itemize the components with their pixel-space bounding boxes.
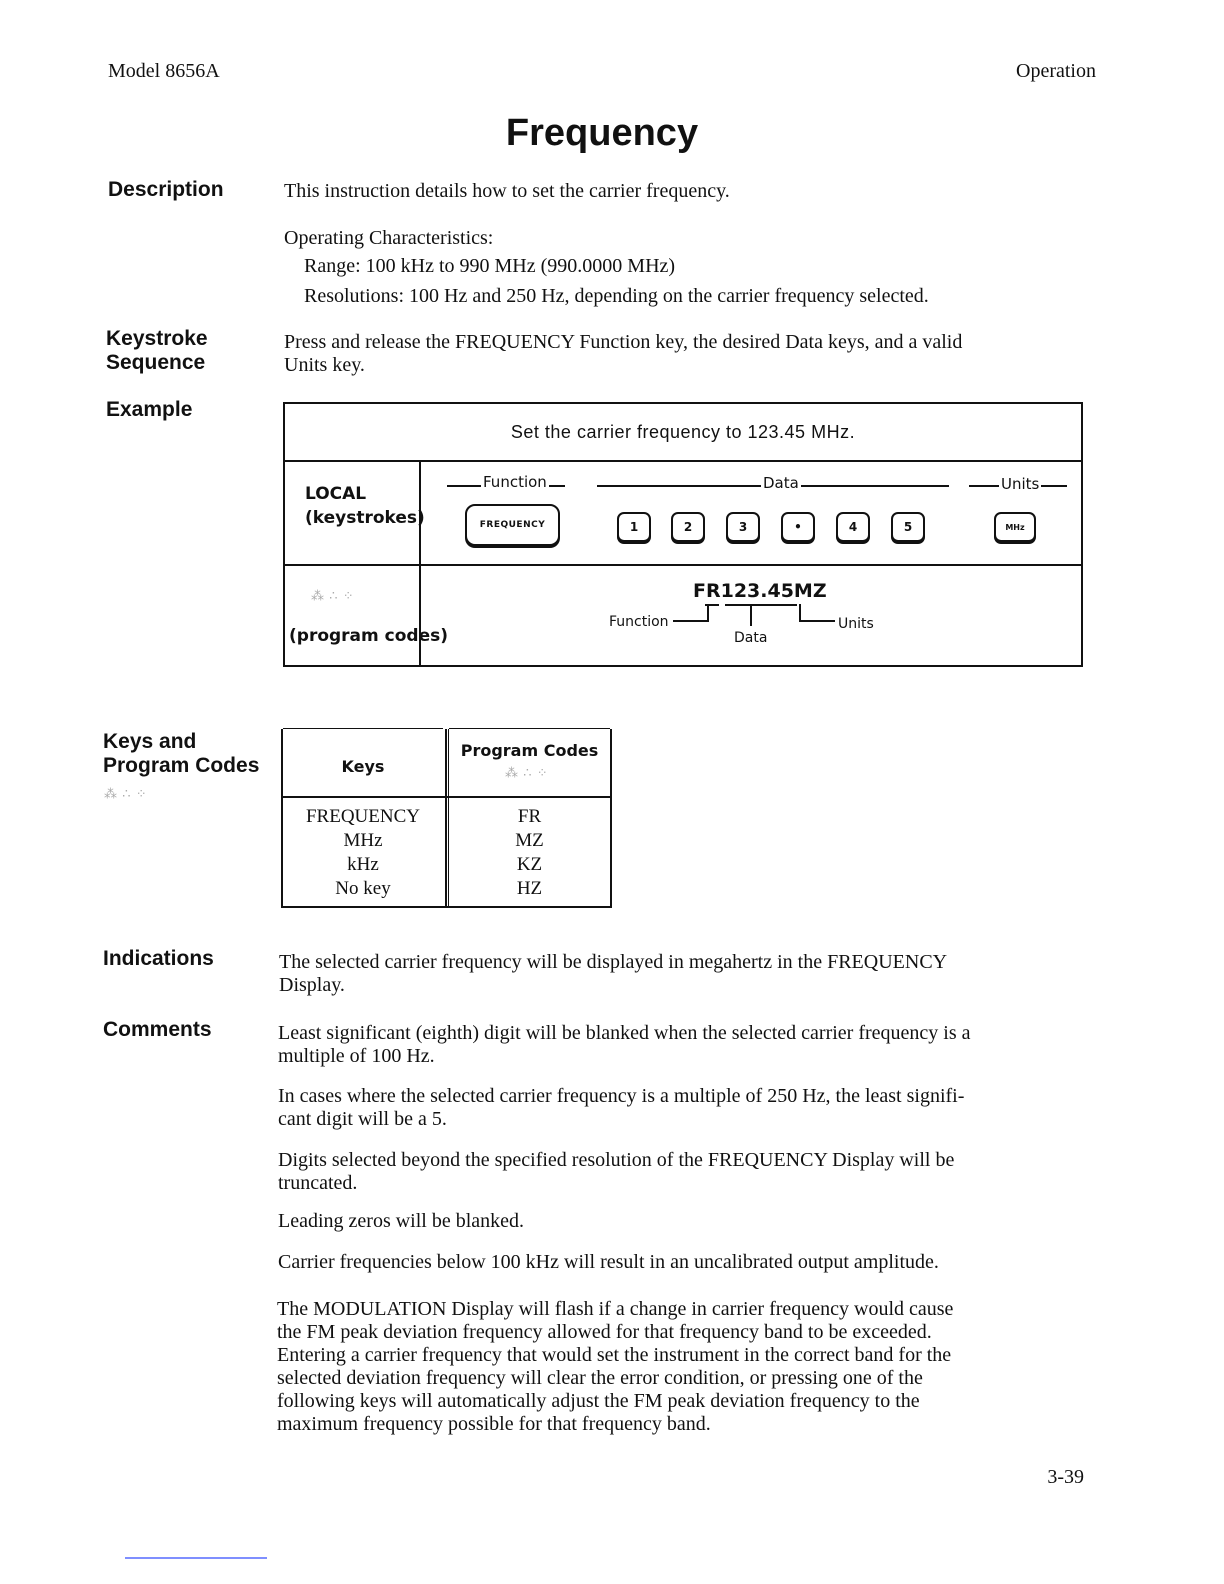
comment-paragraph-2 (278, 1085, 1100, 1131)
comment-paragraph-5: Carrier frequencies below 100 kHz will result in an uncalibrated output amplitude. (278, 1251, 939, 1273)
table-row-code: KZ (516, 854, 543, 875)
data-key-4[interactable]: 4 (836, 512, 870, 542)
comment-6-line: selected deviation frequency will clear the error condition, or pressing one of the (277, 1367, 923, 1389)
function-connector-vertical (707, 604, 709, 622)
keys-column-header: Keys (341, 757, 385, 776)
comment-3-line2: truncated. (278, 1172, 358, 1194)
function-tick (705, 604, 719, 606)
comment-2-line2: cant digit will be a 5. (278, 1108, 447, 1130)
units-bracket-label: Units (1001, 475, 1040, 493)
example-label: Example (106, 398, 193, 421)
program-code-string: FR123.45MZ (693, 580, 827, 602)
section-header: Operation (1016, 60, 1096, 82)
code-data-label: Data (734, 630, 768, 646)
data-key-3[interactable]: 3 (726, 512, 760, 542)
comment-2-line1: In cases where the selected carrier frequency is a multiple of 250 Hz, the least signifi- (278, 1085, 965, 1107)
function-connector (673, 620, 709, 622)
keystroke-label-line1: Keystroke (106, 327, 208, 350)
remote-smudge-icon: ⁂ ∴ ⁘ (311, 588, 355, 603)
comment-3-line1: Digits selected beyond the specified resolution of the FREQUENCY Display will be (278, 1149, 955, 1171)
keystroke-line2: Units key. (284, 354, 365, 376)
comment-6-line: Entering a carrier frequency that would set the instrument in the correct band for the (277, 1344, 952, 1366)
local-label-line1: LOCAL (305, 484, 367, 504)
example-divider-middle (285, 564, 1081, 566)
keystroke-line1: Press and release the FREQUENCY Function key, the desired Data keys, and a valid (284, 331, 963, 353)
keys-codes-smudge-icon: ⁂ ∴ ⁘ (104, 786, 148, 801)
table-row-key: MHz (343, 830, 383, 851)
keystroke-text (284, 331, 1099, 377)
model-header: Model 8656A (108, 60, 220, 82)
comment-6-line: maximum frequency possible for that frequency band. (277, 1413, 711, 1435)
codes-column (449, 805, 610, 901)
indications-line2: Display. (279, 974, 345, 996)
remote-label: (program codes) (289, 626, 449, 646)
keys-column (283, 805, 443, 901)
keys-table (281, 729, 612, 908)
function-bracket-label: Function (483, 473, 547, 491)
comment-6-line: The MODULATION Display will flash if a change in carrier frequency would cause (277, 1298, 954, 1320)
table-row-code: HZ (516, 878, 543, 899)
data-key-5[interactable]: 5 (891, 512, 925, 542)
data-key-1[interactable]: 1 (617, 512, 651, 542)
keys-codes-label-line2: Program Codes (103, 754, 260, 777)
indications-label: Indications (103, 947, 214, 970)
comment-1-line2: multiple of 100 Hz. (278, 1045, 435, 1067)
keys-table-header-rule (283, 796, 610, 798)
comment-1-line1: Least significant (eighth) digit will be blanked when the selected carrier frequency is a (278, 1022, 971, 1044)
comments-label: Comments (103, 1018, 212, 1041)
mhz-key[interactable]: MHz (994, 512, 1036, 542)
table-row-code: FR (517, 806, 542, 827)
keys-table-top-right (449, 728, 610, 729)
example-caption: Set the carrier frequency to 123.45 MHz. (510, 422, 856, 442)
codes-column-header: Program Codes (460, 741, 599, 760)
table-row-key: kHz (347, 854, 379, 875)
keystroke-label (106, 327, 208, 375)
description-label: Description (108, 178, 224, 201)
data-bracket-label: Data (763, 474, 799, 492)
keystroke-label-line2: Sequence (106, 351, 206, 374)
keys-codes-label-line1: Keys and (103, 730, 197, 753)
local-label-line2: (keystrokes) (305, 508, 425, 528)
units-connector (799, 620, 835, 622)
keys-table-top-left (283, 728, 443, 729)
data-connector-vertical (750, 604, 752, 626)
data-key-2[interactable]: 2 (671, 512, 705, 542)
data-tick (725, 604, 797, 606)
keys-codes-label (103, 730, 259, 778)
page-title: Frequency (505, 112, 699, 154)
code-function-label: Function (609, 614, 669, 630)
table-row-code: MZ (515, 830, 544, 851)
comment-6-line: the FM peak deviation frequency allowed for that frequency band to be exceeded. (277, 1321, 932, 1343)
example-divider-top (285, 460, 1081, 462)
indications-text (279, 951, 1099, 997)
comment-paragraph-3 (278, 1149, 1100, 1195)
footer-rule (125, 1557, 267, 1559)
operating-characteristics-heading: Operating Characteristics: (284, 227, 494, 249)
comment-6-line: following keys will automatically adjust the FM peak deviation frequency to the (277, 1390, 920, 1412)
comment-paragraph-4: Leading zeros will be blanked. (278, 1210, 525, 1232)
range-text: Range: 100 kHz to 990 MHz (990.0000 MHz) (304, 255, 676, 277)
page-number: 3-39 (1047, 1466, 1084, 1488)
indications-line1: The selected carrier frequency will be displayed in megahertz in the FREQUENCY (279, 951, 948, 973)
codes-header-smudge-icon: ⁂ ∴ ⁘ (505, 765, 549, 780)
table-row-key: No key (335, 878, 391, 899)
data-key-decimal[interactable]: • (781, 512, 815, 542)
comment-paragraph-1 (278, 1022, 1100, 1068)
table-row-key: FREQUENCY (305, 806, 420, 827)
comment-paragraph-6 (277, 1298, 1099, 1436)
example-box (283, 402, 1083, 667)
local-label (305, 482, 425, 530)
resolutions-text: Resolutions: 100 Hz and 250 Hz, depending on the carrier frequency selected. (304, 285, 929, 307)
frequency-key[interactable]: FREQUENCY (465, 504, 560, 546)
code-units-label: Units (838, 616, 874, 632)
description-text: This instruction details how to set the carrier frequency. (284, 180, 730, 202)
